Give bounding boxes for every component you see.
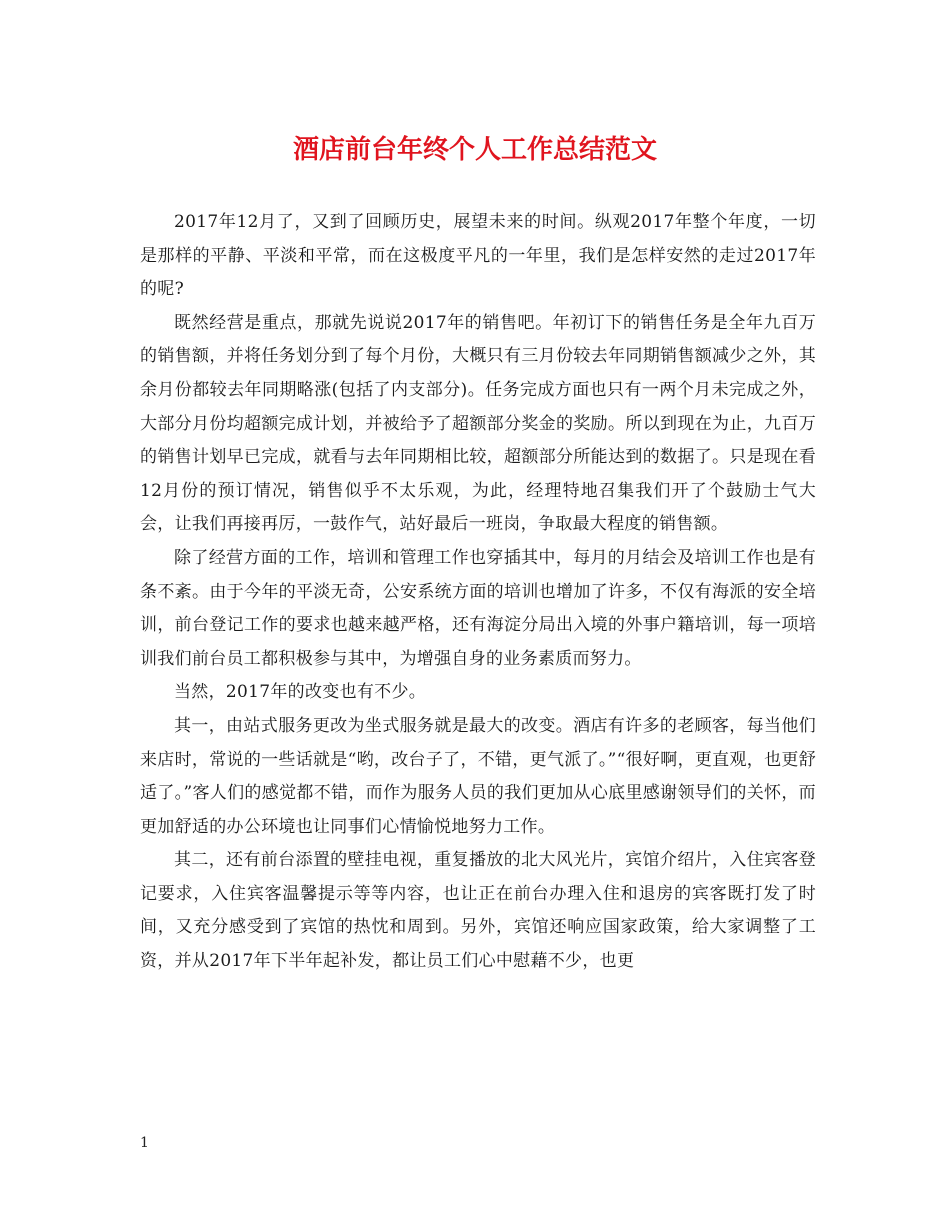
paragraph-4: 当然，2017年的改变也有不少。 [174,682,427,703]
document-title: 酒店前台年终个人工作总结范文 [292,135,657,165]
paragraph-2: 既然经营是重点，那就先说说2017年的销售吧。年初订下的销售任务是全年九百万的销售额，并将任务划分到了每个月份，大概只有三月份较去年同期销售额减少之外，其余月份都较去年同期略涨(包括了内支部分)。任务完成方面也只有一两个月未完成之外，大部分月份均超额完成计划，并被给予了超额部分奖金的奖励。所以到现在为止，九百万的销售计划早已完成，就看与去年同期相比较，超额部分所能达到的数据了。只是现在看12月份的预订情况，销售似乎不太乐观，为此，经理特地召集我们开了个鼓励士气大会，让我们再接再厉，一鼓作气，站好最后一班岗，争取最大程度的销售额。 [140,312,816,535]
document-body [140,206,816,979]
paragraph-5: 其一，由站式服务更改为坐式服务就是最大的改变。酒店有许多的老顾客，每当他们来店时，常说的一些话就是“哟，改台子了，不错，更气派了。”“很好啊，更直观，也更舒适了。”客人们的感觉都不错，而作为服务人员的我们更加从心底里感谢领导们的关怀，而更加舒适的办公环境也让同事们心情愉悦地努力工作。 [140,715,816,837]
paragraph-3: 除了经营方面的工作，培训和管理工作也穿插其中，每月的月结会及培训工作也是有条不紊。由于今年的平淡无奇，公安系统方面的培训也增加了许多，不仅有海派的安全培训，前台登记工作的要求也越来越严格，还有海淀分局出入境的外事户籍培训，每一项培训我们前台员工都积极参与其中，为增强自身的业务素质而努力。 [140,547,816,669]
page-number: 1 [140,1135,149,1151]
paragraph-6: 其二，还有前台添置的壁挂电视，重复播放的北大风光片，宾馆介绍片，入住宾客登记要求，入住宾客温馨提示等等内容，也让正在前台办理入住和退房的宾客既打发了时间，又充分感受到了宾馆的热忱和周到。另外，宾馆还响应国家政策，给大家调整了工资，并从2017年下半年起补发，都让员工们心中慰藉不少，也更 [140,850,816,972]
paragraph-1: 2017年12月了，又到了回顾历史，展望未来的时间。纵观2017年整个年度，一切是那样的平静、平淡和平常，而在这极度平凡的一年里，我们是怎样安然的走过2017年的呢? [140,212,816,300]
